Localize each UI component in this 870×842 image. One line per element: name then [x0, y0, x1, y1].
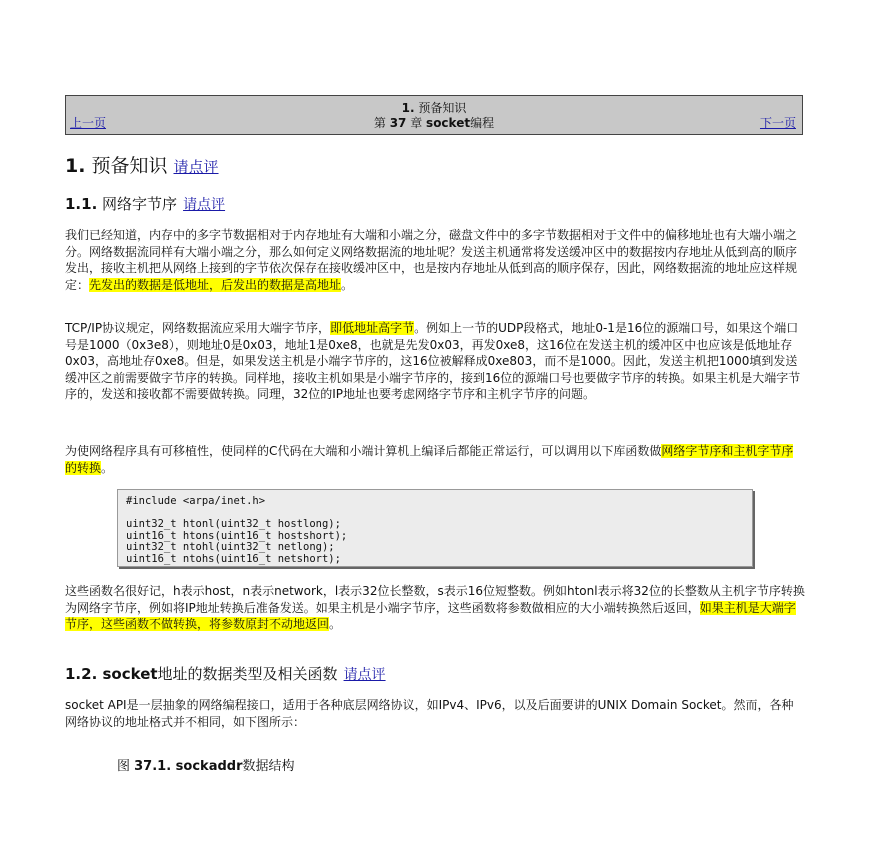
- section-1-title: 预备知识: [85, 155, 168, 177]
- chapter-mid: 章: [406, 116, 427, 130]
- para4-start: 这些函数名很好记，h表示host，n表示network，l表示32位长整数，s表示16位短整数。例如htonl表示将32位的长整数从主机字节序转换为网络字节序，例如将IP地址转换后准备发送。如果主机是小端字节序，这些函数将参数做相应的大小端转换然后返回，: [65, 584, 805, 615]
- para3-start: 为使网络程序具有可移植性，使同样的C代码在大端和小端计算机上编译后都能正常运行，可以调用以下库函数做: [65, 444, 662, 458]
- section-1-2-title: 地址的数据类型及相关函数: [157, 665, 338, 683]
- section-1-2-heading: [65, 663, 386, 684]
- para4-end: 。: [329, 617, 342, 632]
- figure-number: 37.1.: [134, 759, 172, 774]
- section-1-1-number: 1.1.: [65, 195, 98, 213]
- para2-rest: 。例如上一节的UDP段格式，地址0-1是16位的源端口号，如果这个端口号是1000（0x3e8），则地址0是0x03，地址1是0xe8，也就是先发0x03，再发0xe8，这16位在发送主机的缓冲区中也应该是低地址存0x03，高地址存0xe8。但是，如果发送主机是小端字节序的，这16位被解释成0xe803，而不是1000。因此，发送主机把1000填到发送缓冲区之前需要做字节序的转换。同样地，接收主机如果是小端字节序的，接到16位的源端口号也要做字节序的转换。如果主机是大端字节序的，发送和接收都不需要做转换。同理，32位的IP地址也要考虑网络字节序和主机字节序的问题。: [65, 321, 801, 402]
- code-block: [117, 489, 753, 567]
- para1-text: 我们已经知道，内存中的多字节数据相对于内存地址有大端和小端之分，磁盘文件中的多字节数据相对于文件中的偏移地址也有大端小端之分。网络数据流同样有大端小端之分，那么如何定义网络数据流的地址呢？发送主机通常将发送缓冲区中的数据按内存地址从低到高的顺序发出，接收主机把从网络上接到的字节依次保存在接收缓冲区中，也是按内存地址从低到高的顺序保存，因此，网络数据流的地址应这样规定：: [65, 228, 798, 292]
- chapter-suffix: 编程: [470, 116, 495, 130]
- section-1-2-comment-link[interactable]: 请点评: [343, 667, 386, 683]
- section-1-1-heading: [65, 193, 225, 214]
- para5-text: socket API是一层抽象的网络编程接口，适用于各种底层网络协议，如IPv4、IPv6，以及后面要讲的UNIX Domain Socket。然而，各种网络协议的地址格式并不相同，如下图所示：: [65, 698, 794, 729]
- nav-title-text: 预备知识: [414, 101, 467, 115]
- paragraph-byte-order-intro: [65, 227, 805, 293]
- para2-highlight: 即低地址高字节: [330, 321, 415, 335]
- section-1-1-title: 网络字节序: [97, 195, 178, 213]
- para3-highlight: 网络字节序和主机字节序的转换: [65, 444, 794, 475]
- para3-end: 。: [101, 460, 114, 475]
- figure-caption: [117, 755, 295, 774]
- para2-start: TCP/IP协议规定，网络数据流应采用大端字节序，: [65, 321, 331, 335]
- para4-highlight: 如果主机是大端字节序，这些函数不做转换，将参数原封不动地返回: [65, 600, 796, 632]
- paragraph-function-names: [65, 583, 805, 633]
- figure-prefix: 图: [117, 759, 135, 774]
- nav-title-number: 1.: [401, 101, 415, 115]
- section-1-2-number: 1.2.: [65, 665, 98, 683]
- section-1-number: 1.: [65, 155, 86, 177]
- navigation-header: [65, 95, 803, 135]
- section-1-2-bold-word: socket: [97, 665, 158, 683]
- chapter-number: 37: [389, 116, 407, 130]
- paragraph-tcpip-big-endian: [65, 320, 805, 403]
- next-page-link[interactable]: 下一页: [759, 116, 796, 130]
- figure-name: sockaddr: [171, 759, 243, 774]
- prev-page-link[interactable]: 上一页: [70, 116, 107, 130]
- section-1-comment-link[interactable]: 请点评: [173, 158, 219, 176]
- para1-end: 。: [341, 277, 354, 292]
- section-1-1-comment-link[interactable]: 请点评: [183, 197, 226, 213]
- nav-chapter-title: [66, 114, 802, 131]
- chapter-topic: socket: [426, 116, 471, 130]
- code-listing: #include <arpa/inet.h> uint32_t htonl(uint32_t hostlong); uint16_t htons(uint16_t hostshort); uint32_t ntohl(uint32_t netlong); uint16_t ntohs(uint16_t netshort);: [126, 495, 348, 565]
- figure-suffix: 数据结构: [242, 759, 295, 774]
- paragraph-portability: [65, 443, 805, 476]
- paragraph-socket-api: [65, 697, 805, 730]
- chapter-prefix: 第: [373, 116, 390, 130]
- section-1-heading: [65, 151, 219, 178]
- para1-highlight: 先发出的数据是低地址，后发出的数据是高地址: [89, 277, 342, 292]
